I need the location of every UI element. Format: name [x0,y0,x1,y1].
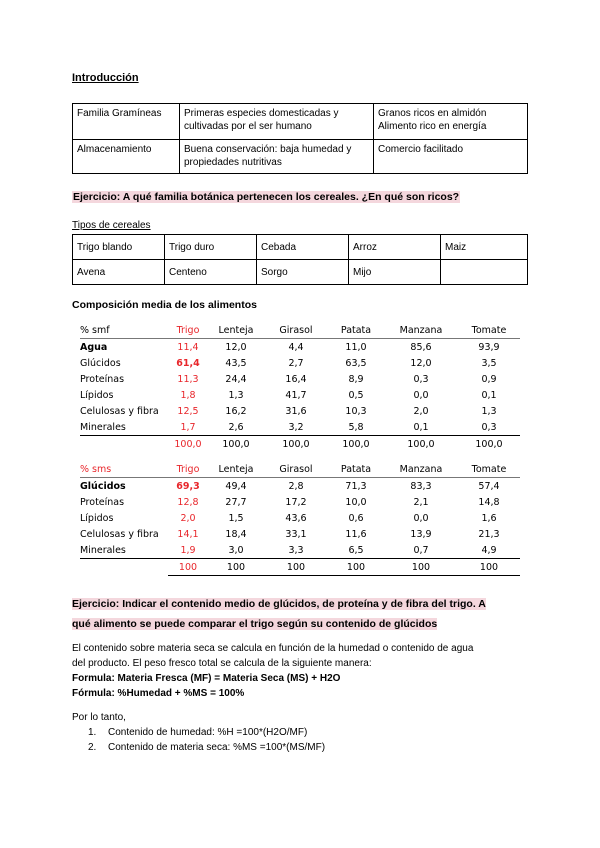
table-cell: Familia Gramíneas [73,104,180,140]
table-cell: 14,8 [478,496,500,508]
total-cell: 100,0 [168,436,208,453]
table-cell: 41,7 [285,389,307,401]
total-cell: 100,0 [264,436,328,453]
table-cell: 0,9 [481,373,497,385]
numbered-list [88,725,325,755]
table-row [80,403,520,419]
por-lo-tanto: Por lo tanto, [72,712,126,723]
table-row [80,542,520,559]
table-header-row [80,322,520,339]
table-cell: 1,3 [481,405,497,417]
table-tipos-cereales [72,234,528,285]
list-number: 2. [88,742,97,753]
table-row [73,235,528,260]
table-cell: 71,3 [345,480,367,492]
table-cell: 83,3 [410,480,432,492]
exercise-2 [72,594,532,632]
table-cell: Buena conservación: baja humedad y propiedades nutritivas [180,140,374,174]
total-label [80,559,168,576]
total-cell: 100 [264,559,328,576]
table-cell: 12,8 [177,496,199,508]
table-cell: 11,0 [345,341,367,353]
header-cell: Manzana [384,322,458,339]
row-label: Agua [80,341,108,353]
table-cell: 2,1 [413,496,429,508]
table-cell: 2,0 [180,512,196,524]
table-cell: Mijo [349,260,441,285]
table-cell: Sorgo [257,260,349,285]
table-cell: Comercio facilitado [374,140,528,174]
table-cell: 11,4 [177,341,199,353]
table-cell: 17,2 [285,496,307,508]
table-cell [441,260,528,285]
table-cell: 93,9 [478,341,500,353]
paragraph-materia-seca [72,641,532,701]
header-cell: Lenteja [208,461,264,478]
header-cell: Girasol [264,461,328,478]
header-cell: Girasol [264,322,328,339]
table-cell: 2,0 [413,405,429,417]
table-cell: 13,9 [410,528,432,540]
table-cell: 2,8 [288,480,304,492]
table-cell: 18,4 [225,528,247,540]
table-row [80,371,520,387]
table-cell: 0,1 [384,419,458,436]
table-cell: 2,7 [288,357,304,369]
table-cell: 4,4 [288,341,304,353]
composicion-title: Composición media de los alimentos [72,299,257,311]
header-cell: Lenteja [208,322,264,339]
table-row [80,510,520,526]
table-cell: Maiz [441,235,528,260]
row-label: Lípidos [80,512,114,524]
total-cell: 100,0 [328,436,384,453]
table-cell: 0,0 [413,389,429,401]
table-cell: 10,0 [345,496,367,508]
header-cell: % sms [80,461,168,478]
row-label: Minerales [80,542,168,559]
table-row [80,419,520,436]
table-header-row [80,461,520,478]
table-smf [80,322,520,452]
row-label: Glúcidos [80,480,126,492]
table-cell: 31,6 [285,405,307,417]
table-cell: 0,7 [384,542,458,559]
table-cell: 3,0 [208,542,264,559]
table-cell: 16,2 [225,405,247,417]
exercise-2-line-2: qué alimento se puede comparar el trigo según su contenido de glúcidos [72,618,438,630]
table-cell: 1,7 [168,419,208,436]
table-cell: 16,4 [285,373,307,385]
table-cell: Almacenamiento [73,140,180,174]
table-row [80,355,520,371]
table-cell: 5,8 [328,419,384,436]
table-cell: 1,5 [228,512,244,524]
row-label: Celulosas y fibra [80,405,159,417]
table-cell: 12,0 [225,341,247,353]
list-text: Contenido de materia seca: %MS =100*(MS/MF) [108,742,326,753]
table-cell: 8,9 [348,373,364,385]
table-cell: 43,5 [225,357,247,369]
exercise-1: Ejercicio: A qué familia botánica pertenecen los cereales. ¿En qué son ricos? [73,191,460,203]
table-cell: 1,3 [228,389,244,401]
table-row [80,339,520,356]
row-label: Proteínas [80,496,125,508]
table-cell: 0,0 [413,512,429,524]
total-cell: 100,0 [208,436,264,453]
total-cell: 100 [208,559,264,576]
table-cell: Arroz [349,235,441,260]
table-cell: 1,8 [180,389,196,401]
table-cell: Granos ricos en almidón Alimento rico en energía [374,104,528,140]
total-cell: 100,0 [384,436,458,453]
total-cell: 100,0 [458,436,520,453]
row-label: Minerales [80,419,168,436]
table-total-row [80,559,520,576]
table-gramineas [72,103,528,174]
header-cell: Manzana [384,461,458,478]
table-total-row [80,436,520,453]
table-cell: 21,3 [478,528,500,540]
row-label: Celulosas y fibra [80,528,159,540]
table-cell: 33,1 [285,528,307,540]
table-cell: 0,3 [413,373,429,385]
table-cell: 0,5 [348,389,364,401]
formula-1: Formula: Materia Fresca (MF) = Materia Seca (MS) + H2O [72,673,341,684]
header-cell: % smf [80,322,168,339]
table-cell: 0,3 [458,419,520,436]
table-cell: 63,5 [345,357,367,369]
table-sms [80,461,520,576]
table-row [80,526,520,542]
row-label: Proteínas [80,373,125,385]
header-cell: Trigo [168,461,208,478]
table-row [73,140,528,174]
table-cell: 85,6 [410,341,432,353]
table-cell: 14,1 [177,528,199,540]
table-cell: 24,4 [225,373,247,385]
list-number: 1. [88,727,97,738]
table-cell: Trigo blando [73,235,165,260]
table-cell: 0,6 [348,512,364,524]
list-item [88,740,325,755]
paragraph-line: del producto. El peso fresco total se calcula de la siguiente manera: [72,658,372,669]
total-cell: 100 [328,559,384,576]
total-cell: 100 [168,559,208,576]
table-cell: 1,6 [481,512,497,524]
list-item [88,725,325,740]
table-cell: 11,3 [177,373,199,385]
row-label: Lípidos [80,389,114,401]
total-label [80,436,168,453]
table-cell: 12,0 [410,357,432,369]
table-row [80,494,520,510]
table-row [80,387,520,403]
header-cell: Patata [328,461,384,478]
table-row [73,104,528,140]
paragraph-line: El contenido sobre materia seca se calcula en función de la humedad o contenido de agua [72,643,474,654]
table-cell: 61,4 [176,357,200,369]
list-text: Contenido de humedad: %H =100*(H2O/MF) [108,727,308,738]
table-cell: 6,5 [328,542,384,559]
table-cell: Cebada [257,235,349,260]
tipos-title: Tipos de cereales [72,220,151,231]
table-cell: 69,3 [176,480,200,492]
header-cell: Patata [328,322,384,339]
total-cell: 100 [458,559,520,576]
table-cell: 2,6 [208,419,264,436]
table-cell: 10,3 [345,405,367,417]
table-cell: Centeno [165,260,257,285]
header-cell: Trigo [168,322,208,339]
table-cell: 11,6 [345,528,367,540]
table-cell: 12,5 [177,405,199,417]
table-cell: 0,1 [481,389,497,401]
row-label: Glúcidos [80,357,121,369]
header-cell: Tomate [458,322,520,339]
table-cell: Trigo duro [165,235,257,260]
table-row [80,478,520,495]
table-cell: 3,2 [264,419,328,436]
table-cell: Primeras especies domesticadas y cultivadas por el ser humano [180,104,374,140]
table-cell: 4,9 [458,542,520,559]
table-row [73,260,528,285]
total-cell: 100 [384,559,458,576]
formula-2: Fórmula: %Humedad + %MS = 100% [72,688,245,699]
table-cell: 1,9 [168,542,208,559]
table-cell: 57,4 [478,480,500,492]
table-cell: Avena [73,260,165,285]
table-cell: 3,5 [481,357,497,369]
intro-heading: Introducción [72,72,139,84]
exercise-2-line-1: Ejercicio: Indicar el contenido medio de glúcidos, de proteína y de fibra del trigo. A [72,598,486,610]
table-cell: 3,3 [264,542,328,559]
table-cell: 43,6 [285,512,307,524]
table-cell: 27,7 [225,496,247,508]
header-cell: Tomate [458,461,520,478]
table-cell: 49,4 [225,480,247,492]
